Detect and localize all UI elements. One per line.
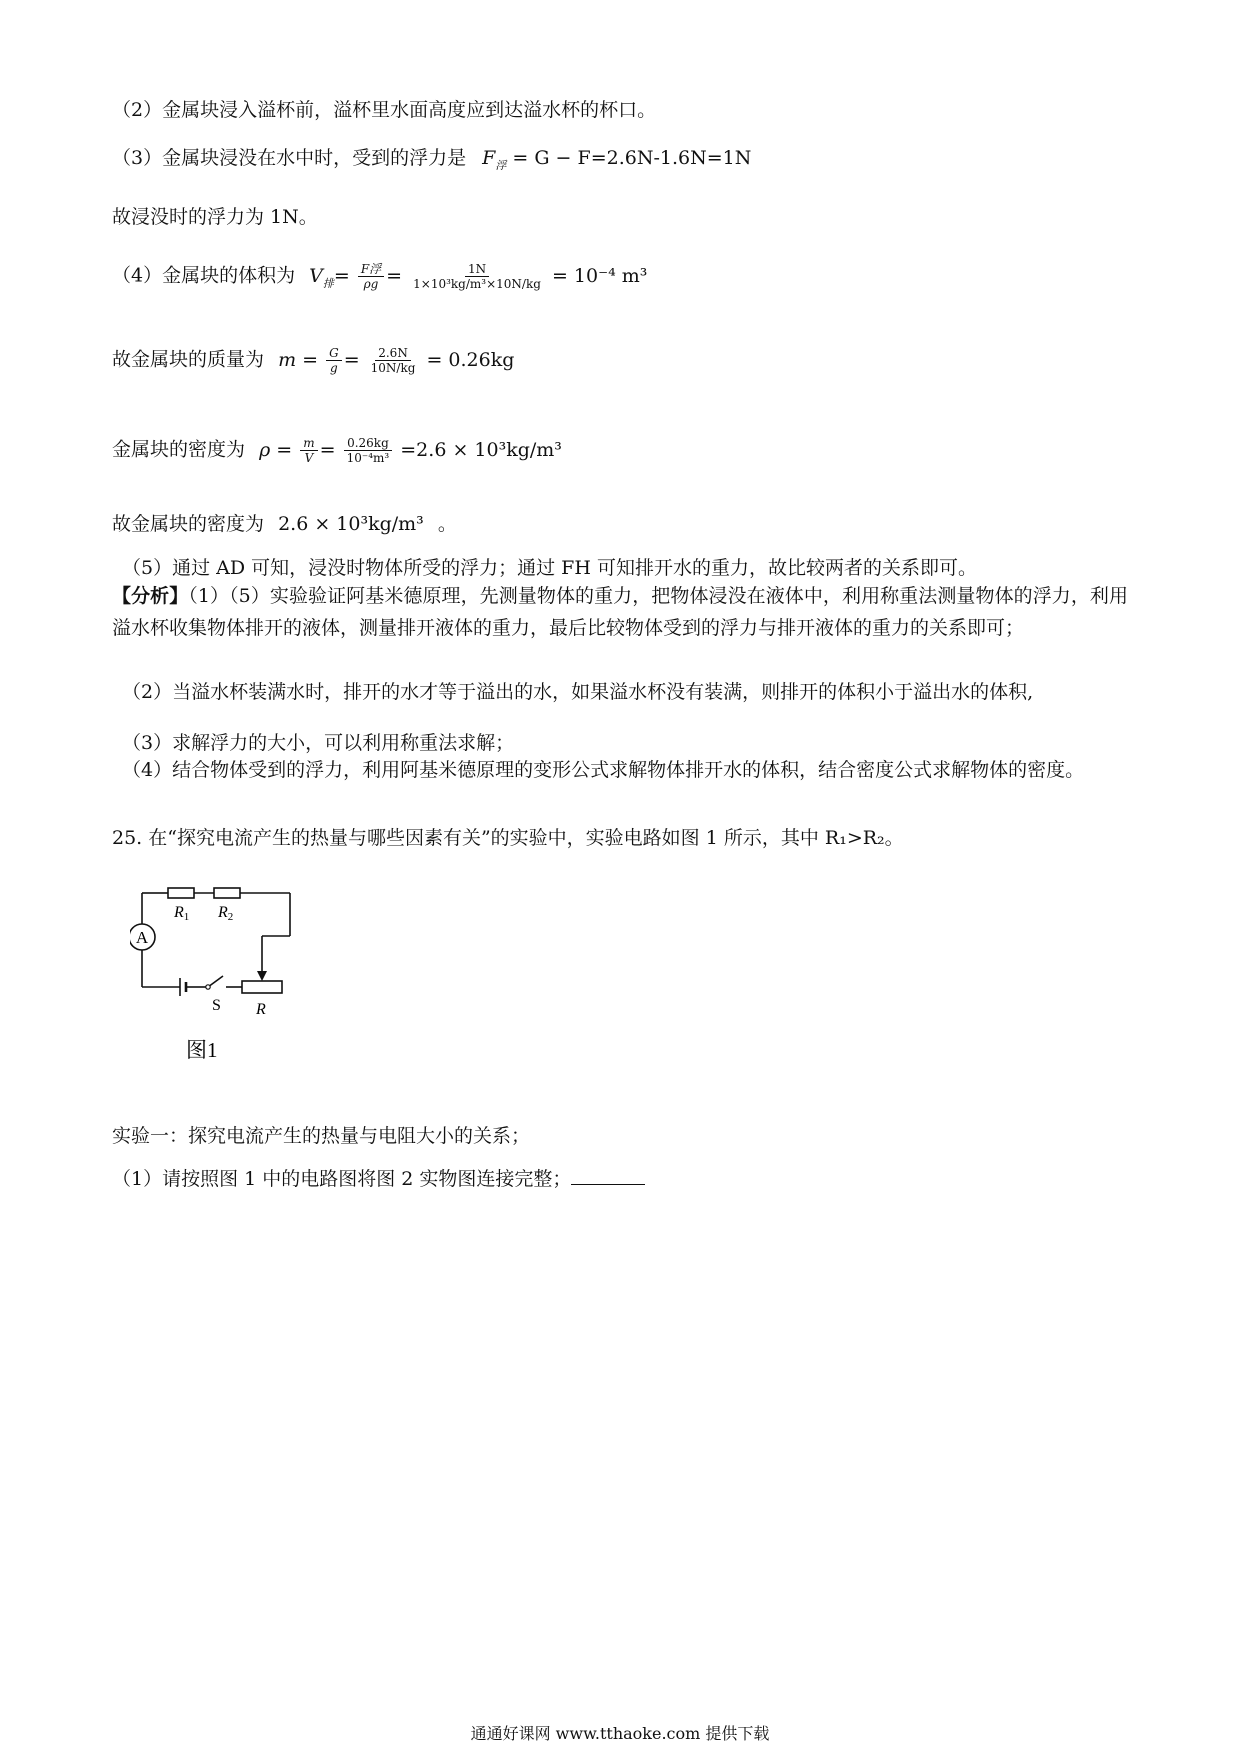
experiment-1: 实验一：探究电流产生的热量与电阻大小的关系； bbox=[112, 1125, 531, 1147]
experiment-1-q1: （1）请按照图 1 中的电路图将图 2 实物图连接完整； bbox=[112, 1166, 645, 1191]
switch-contact bbox=[206, 985, 210, 989]
r2-label: R2 bbox=[218, 904, 234, 923]
resistor-r1 bbox=[168, 888, 194, 898]
analysis-p3: （3）求解浮力的大小，可以利用称重法求解； bbox=[122, 732, 515, 754]
rheostat-label: R bbox=[256, 1001, 266, 1018]
resistor-r2 bbox=[214, 888, 240, 898]
figure-caption: 图1 bbox=[186, 1038, 218, 1062]
answer-q2: （2）金属块浸入溢杯前，溢杯里水面高度应到达溢水杯的杯口。 bbox=[112, 99, 657, 121]
buoyancy-formula: $F_浮 = G - F=2.6N-1.6N=1N$ bbox=[482, 147, 752, 172]
analysis-p4: （4）结合物体受到的浮力，利用阿基米德原理的变形公式求解物体排开水的体积，结合密度公式求解物体的密度。 bbox=[122, 759, 1085, 781]
analysis-p1: 【分析】（1）（5）实验验证阿基米德原理，先测量物体的重力，把物体浸没在液体中，利用称重法测量物体的浮力，利用溢水杯收集物体排开的液体，测量排开液体的重力，最后比较物体受到的浮力与排开液体的重力的关系即可； bbox=[112, 585, 1128, 639]
q3-prefix: （3）金属块浸没在水中时，受到的浮力是 bbox=[112, 147, 467, 169]
answer-q5: （5）通过 AD 可知，浸没时物体所受的浮力；通过 FH 可知排开水的重力，故比较两者的关系即可。 bbox=[122, 557, 977, 579]
rheostat-slider-arrow bbox=[257, 971, 267, 981]
analysis-p2: （2）当溢水杯装满水时，排开的水才等于溢出的水，如果溢水杯没有装满，则排开的体积小于溢出水的体积, bbox=[122, 681, 1034, 703]
answer-q3 bbox=[112, 146, 751, 178]
answer-q4: （4）金属块的体积为 $V_排=$ $\frac{\text{F浮}}{\rho g}$ = $\frac{1N}{\text{1×10³kg/m³×10N/kg}}$ = 10⁻⁴ m³ bbox=[112, 262, 648, 291]
r1-label: R1 bbox=[174, 904, 190, 923]
switch-label: S bbox=[212, 997, 221, 1014]
circuit-figure-1 bbox=[130, 880, 350, 1075]
rheostat bbox=[242, 981, 282, 993]
footer-credit: 通通好课网 www.tthaoke.com 提供下载 bbox=[470, 1724, 770, 1743]
mass-formula: m = $\frac{G}{g}$ = $\frac{2.6N}{10N/kg}$ = 0.26kg bbox=[278, 346, 515, 375]
answer-density: 金属块的密度为 ρ = $\frac{m}{V}$ = $\frac{0.26kg}{\text{10⁻⁴m³}}$ =2.6 × 10³kg/m³ bbox=[112, 436, 562, 465]
volume-formula: $V_排=$ $\frac{\text{F浮}}{\rho g}$ = $\frac{1N}{\text{1×10³kg/m³×10N/kg}}$ = 10⁻⁴ m³ bbox=[309, 262, 648, 291]
q3-conclusion: 故浸没时的浮力为 1N。 bbox=[112, 206, 318, 228]
answer-mass: 故金属块的质量为 m = $\frac{G}{g}$ = $\frac{2.6N}{10N/kg}$ = 0.26kg bbox=[112, 346, 515, 375]
question-25: 25. 在“探究电流产生的热量与哪些因素有关”的实验中，实验电路如图 1 所示，其中 R₁>R₂。 bbox=[112, 827, 904, 849]
ammeter-label: A bbox=[135, 928, 149, 947]
density-conclusion: 故金属块的密度为 2.6 × 10³kg/m³ 。 bbox=[112, 513, 457, 535]
answer-blank bbox=[571, 1166, 645, 1185]
density-formula: ρ = $\frac{m}{V}$ = $\frac{0.26kg}{\text{10⁻⁴m³}}$ =2.6 × 10³kg/m³ bbox=[259, 436, 562, 465]
